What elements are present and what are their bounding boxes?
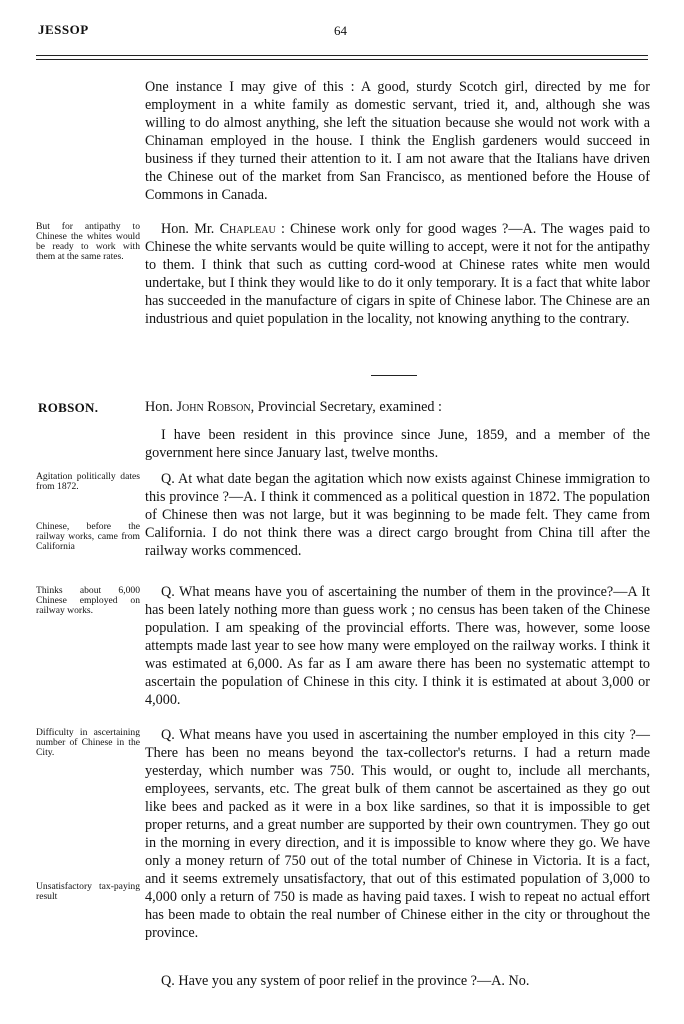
page-number: 64 [334,23,347,38]
speaker-prefix: Hon. Mr. [161,221,220,237]
paragraph-agitation: Q. At what date began the agitation which now exists against Chinese immigration to this province ?—A. I think it commenced as a political question in 1872. The population of Chinese then was not large, but it was beginning to be made felt. They came from California. I do not think there was a direct cargo brought from China till after the railway works commenced. [145,471,650,559]
speaker-name-chapleau: Chapleau [219,221,276,237]
paragraph-chapleau-text: : Chinese work only for good wages ?—A. The wages paid to Chinese the white servants would be quite willing to accept, were it not for the antipathy to them. I think that such as cutting cord-wood at Chinese rates white men would undertake, but I think they would like to do it only temporary. It is a fact that white labor has succeeded in the manufacture of cigars in spite of Chinese labor. The Chinese are an industrious and quiet population in the locality, not knowing anything to the contrary. [145,221,650,327]
margin-note-6000: Thinks about 6,000 Chinese employed on railway works. [36,585,140,616]
paragraph-chapleau [145,220,650,328]
header-rule-thin [36,55,648,56]
paragraph-poor-relief: Q. Have you any system of poor relief in the province ?—A. No. [161,973,530,989]
paragraph-robson-examined [145,398,650,416]
header-rule-thick [36,59,648,60]
margin-note-unsatisfactory: Unsatisfactory tax-paying result [36,881,140,902]
margin-note-agitation: Agitation politically dates from 1872. [36,471,140,492]
paragraph-tax-returns: Q. What means have you used in ascertaining the number employed in this city ?—There has been no means beyond the tax-collector's returns. I had a return made yesterday, which number was 750. This would, or ought to, include all merchants, employees, servants, etc. The great bulk of them cannot be ascertained as they go out like bees and packed as it were in a box like sardines, so that it is impossible to get proper returns, and a great number are supported by their own countrymen. They go out in the morning in every direction, and it is impossible to know where they go. We have only a money return of 750 out of the total number of Chinese in Victoria. It is a fact, and it seems extremely unsatisfactory, that out of this estimated population of 3,000 to 4,000 only a return of 750 is made as having paid taxes. I wish to repeat no actual effort has been made to obtain the real number of Chinese either in the city or throughout the province. [145,727,650,941]
speaker-tag-robson: ROBSON. [38,400,99,415]
speaker-prefix-robson: Hon. [145,399,177,415]
section-divider [371,375,417,376]
margin-note-california: Chinese, before the railway works, came from California [36,521,140,552]
margin-note-difficulty: Difficulty in ascertaining number of Chinese in the City. [36,727,140,758]
speaker-name-robson: John Robson [176,399,251,415]
paragraph-robson-examined-text: , Provincial Secretary, examined : [250,399,442,415]
paragraph-scotch-girl: One instance I may give of this : A good, sturdy Scotch girl, directed by me for employment in a white family as domestic servant, tried it, and, although she was willing to do almost anything, she left the situation because she would not work with a Chinaman employed in the house. I think the English gardeners would succeed in business if they turned their attention to it. I am not aware that the Italians have driven the Chinese out of the market from San Francisco, as mentioned before the House of Commons in Canada. [145,79,650,203]
paragraph-census: Q. What means have you of ascertaining the number of them in the province?—A It has been lately nothing more than guess work ; no census has been taken of the Chinese population. I am speaking of the provincial efforts. There was, however, some loose attempts made last year to see how many were employed on the railway works. I think it was estimated at 6,000. As far as I am aware there has been no systematic attempt to ascertain the population of Chinese in this city. I think it is estimated at about 3,000 or 4,000. [145,584,650,708]
running-title: JESSOP [38,22,89,37]
paragraph-resident: I have been resident in this province since June, 1859, and a member of the government here since January last, twelve months. [145,427,650,461]
margin-note-antipathy: But for antipathy to Chinese the whites would be ready to work with them at the same rates. [36,221,140,262]
